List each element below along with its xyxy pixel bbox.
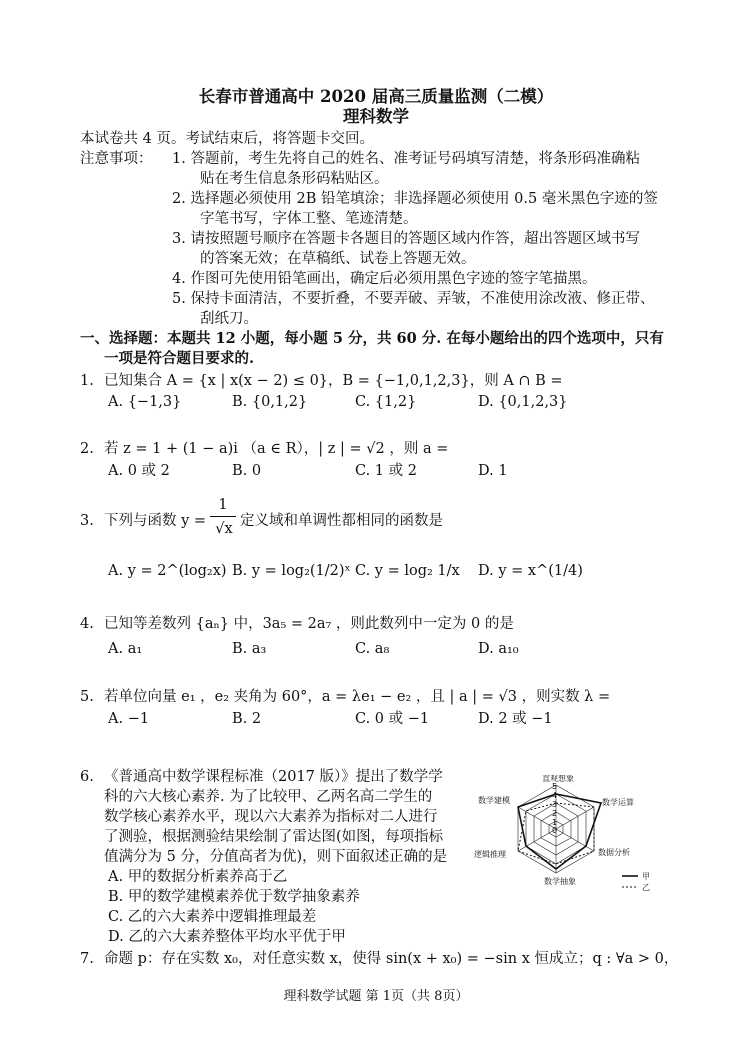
- option: C. {1,2}: [355, 394, 417, 410]
- tick-label: 5: [552, 782, 558, 791]
- page-footer: 理科数学试题 第 1页（共 8页）: [283, 989, 469, 1004]
- tick-label: 0: [552, 826, 558, 835]
- option: C. 乙的六大素养中逻辑推理最差: [108, 909, 317, 925]
- question-number: 5.: [80, 689, 94, 705]
- option: B. a₃: [232, 641, 267, 657]
- axis-label: 数学建模: [478, 796, 510, 805]
- note-line: 4. 作图可先使用铅笔画出，确定后必须用黑色字迹的签字笔描黑。: [172, 271, 597, 287]
- option: A. y = 2^(log₂x): [108, 563, 227, 579]
- question-line: 数学核心素养水平，现以六大素养为指标对二人进行: [104, 809, 438, 825]
- option: D. y = x^(1/4): [478, 563, 583, 579]
- axis-label: 数学运算: [602, 798, 634, 807]
- question-number: 1.: [80, 373, 94, 389]
- question-line: 了测验，根据测验结果绘制了雷达图(如图，每项指标: [104, 829, 444, 845]
- option: D. {0,1,2,3}: [478, 394, 568, 410]
- axis-label: 直观想象: [542, 775, 574, 783]
- option: B. 0: [232, 463, 262, 479]
- note-line: 字笔书写，字体工整、笔迹清楚。: [200, 211, 418, 227]
- question-line: 值满分为 5 分，分值高者为优)，则下面叙述正确的是: [104, 849, 448, 865]
- option: B. y = log₂(1/2)ˣ: [232, 563, 351, 579]
- question-stem: 已知等差数列 {aₙ} 中，3a₅ = 2a₇ ，则此数列中一定为 0 的是: [104, 616, 514, 632]
- note-line: 贴在考生信息条形码粘贴区。: [200, 171, 389, 187]
- note-line: 刮纸刀。: [200, 311, 258, 327]
- question-line: 《普通高中数学课程标准（2017 版）》提出了数学学: [104, 769, 443, 785]
- option: C. a₈: [355, 641, 390, 657]
- option: B. 甲的数学建模素养优于数学抽象素养: [108, 889, 360, 905]
- intro-text: 本试卷共 4 页。考试结束后，将答题卡交回。: [80, 131, 374, 147]
- question-stem: 若 z = 1 + (1 − a)i （a ∈ R），| z | = √2 ，则 a =: [104, 441, 449, 457]
- question-stem: 若单位向量 e₁ ，e₂ 夹角为 60°，a = λe₁ − e₂ ，且 | a | = √3 ，则实数 λ =: [104, 689, 611, 705]
- exam-subject: 理科数学: [343, 107, 409, 126]
- note-line: 5. 保持卡面清洁，不要折叠，不要弄破、弄皱，不准使用涂改液、修正带、: [172, 291, 655, 307]
- legend-label: 甲: [642, 872, 650, 881]
- option: C. y = log₂ 1/x: [355, 563, 460, 579]
- note-line: 3. 请按照题号顺序在答题卡各题目的答题区域内作答，超出答题区域书写: [172, 231, 640, 247]
- question-number: 7.: [80, 951, 94, 967]
- radar-chart: [470, 775, 670, 895]
- question-number: 2.: [80, 441, 94, 457]
- section-heading: 一、选择题：本题共 12 小题，每小题 5 分，共 60 分. 在每小题给出的四个选项中，只有: [80, 330, 664, 347]
- question-stem: 命题 p：存在实数 x₀，对任意实数 x，使得 sin(x + x₀) = −sin x 恒成立；q : ∀a > 0，: [104, 951, 679, 967]
- option: C. 1 或 2: [355, 463, 417, 479]
- option: A. −1: [108, 711, 150, 727]
- question-line: 科的六大核心素养. 为了比较甲、乙两名高二学生的: [104, 789, 433, 805]
- option: D. 2 或 −1: [478, 711, 553, 727]
- question-number: 6.: [80, 769, 94, 785]
- axis-label: 逻辑推理: [474, 850, 506, 859]
- question-stem: 已知集合 A = {x | x(x − 2) ≤ 0}，B = {−1,0,1,2,3}，则 A ∩ B =: [104, 373, 563, 389]
- question-number: 4.: [80, 616, 94, 632]
- note-line: 的答案无效；在草稿纸、试卷上答题无效。: [200, 251, 476, 267]
- fraction-numerator: 1: [218, 497, 228, 513]
- option: D. a₁₀: [478, 641, 519, 657]
- question-number: 3.: [80, 513, 94, 529]
- option: A. 甲的数据分析素养高于乙: [108, 869, 288, 885]
- note-line: 2. 选择题必须使用 2B 铅笔填涂；非选择题必须使用 0.5 毫米黑色字迹的签: [172, 191, 658, 207]
- option: D. 1: [478, 463, 508, 479]
- question-stem-cont: 定义域和单调性都相同的函数是: [240, 513, 443, 529]
- axis-label: 数据分析: [598, 848, 630, 857]
- tick-label: 2: [552, 809, 558, 818]
- question-stem: 下列与函数 y =: [104, 513, 207, 529]
- option: C. 0 或 −1: [355, 711, 430, 727]
- tick-label: 3: [552, 800, 558, 809]
- option: A. {−1,3}: [108, 394, 182, 410]
- exam-title: 长春市普通高中 2020 届高三质量监测（二模）: [198, 87, 554, 106]
- fraction-bar: [210, 516, 236, 517]
- option: D. 乙的六大素养整体平均水平优于甲: [108, 929, 346, 945]
- option: A. 0 或 2: [108, 463, 170, 479]
- fraction-denominator: √x: [215, 521, 233, 537]
- option: B. 2: [232, 711, 262, 727]
- option: A. a₁: [108, 641, 143, 657]
- notes-label: 注意事项：: [80, 151, 153, 167]
- note-line: 1. 答题前，考生先将自己的姓名、准考证号码填写清楚，将条形码准确粘: [172, 151, 640, 167]
- legend-label: 乙: [642, 883, 650, 892]
- section-heading-cont: 一项是符合题目要求的.: [104, 350, 255, 367]
- option: B. {0,1,2}: [232, 394, 308, 410]
- tick-label: 4: [552, 791, 558, 800]
- axis-label: 数学抽象: [544, 877, 576, 886]
- tick-label: 1: [552, 818, 558, 827]
